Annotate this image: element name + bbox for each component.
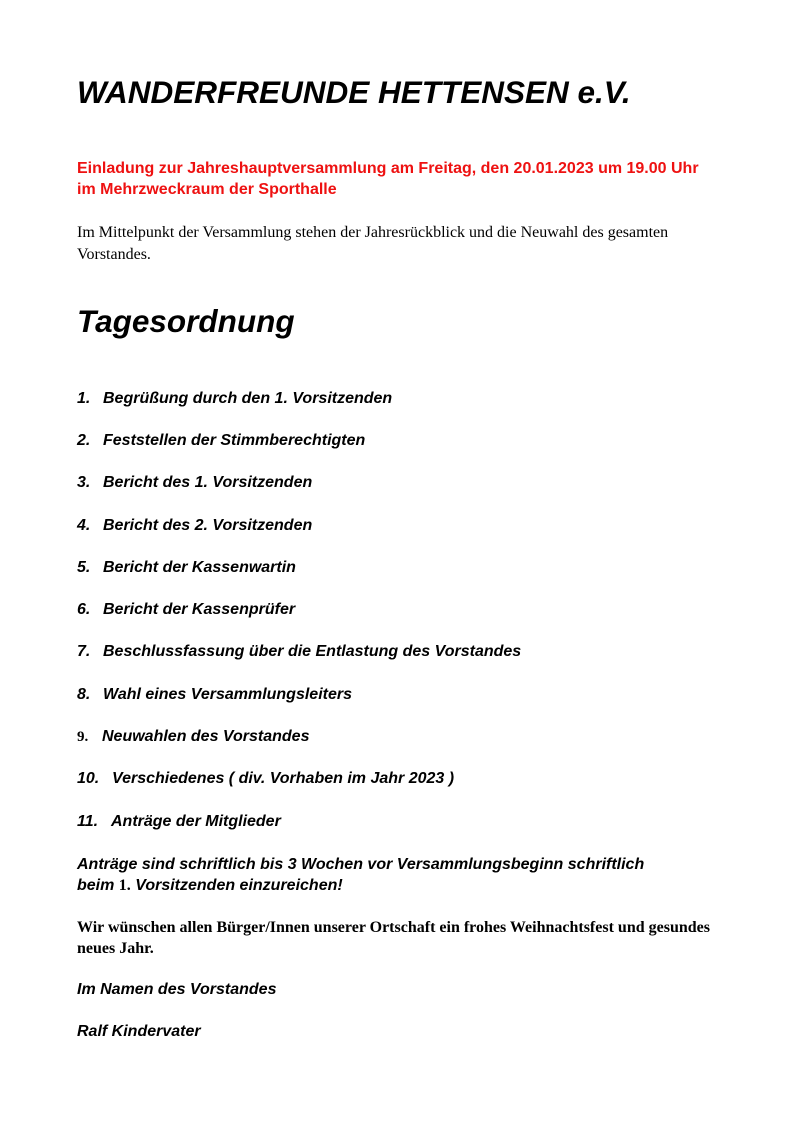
agenda-item [77, 643, 521, 661]
agenda-heading: Tagesordnung [77, 303, 295, 339]
submission-note [77, 854, 727, 896]
invitation-text [77, 158, 727, 200]
signature-intro: Im Namen des Vorstandes [77, 981, 277, 998]
note-suffix: Vorsitzenden einzureichen! [130, 877, 343, 894]
agenda-item-number: 10. [77, 770, 100, 787]
agenda-item [77, 601, 295, 619]
intro-paragraph: Im Mittelpunkt der Versammlung stehen der Jahresrückblick und die Neuwahl des gesamten Vorstandes. [77, 224, 669, 263]
agenda-item-text: Bericht der Kassenwartin [103, 559, 296, 576]
signature-name: Ralf Kindervater [77, 1023, 201, 1040]
agenda-item-number: 1. [77, 390, 91, 407]
club-title: WANDERFREUNDE HETTENSEN e.V. [77, 74, 631, 110]
note-number: 1. [118, 877, 131, 894]
agenda-item-text: Bericht des 2. Vorsitzenden [103, 517, 313, 534]
agenda-item-text: Feststellen der Stimmberechtigten [103, 432, 366, 449]
agenda-item-number: 3. [77, 474, 91, 491]
invitation-line-1: Einladung zur Jahreshauptversammlung am Freitag, den 20.01.2023 um 19.00 Uhr [77, 160, 699, 177]
agenda-item-number: 9. [77, 729, 89, 745]
agenda-item-text: Verschiedenes ( div. Vorhaben im Jahr 2023 ) [112, 770, 455, 787]
agenda-item [77, 432, 365, 450]
note-prefix: beim [77, 877, 119, 894]
agenda-item-text: Wahl eines Versammlungsleiters [103, 686, 352, 703]
agenda-item-number: 7. [77, 643, 91, 660]
agenda-item-number: 8. [77, 686, 91, 703]
agenda-item-text: Begrüßung durch den 1. Vorsitzenden [103, 390, 393, 407]
agenda-item-number: 5. [77, 559, 91, 576]
agenda-item [77, 813, 281, 831]
agenda-item [77, 728, 309, 746]
agenda-item-text: Bericht der Kassenprüfer [103, 601, 296, 618]
holiday-wishes: Wir wünschen allen Bürger/Innen unserer Ortschaft ein frohes Weihnachtsfest und gesundes neues Jahr. [77, 919, 710, 957]
agenda-item-number: 4. [77, 517, 91, 534]
invitation-line-2: im Mehrzweckraum der Sporthalle [77, 181, 337, 198]
agenda-item-text: Bericht des 1. Vorsitzenden [103, 474, 313, 491]
submission-note-line-1: Anträge sind schriftlich bis 3 Wochen vor Versammlungsbeginn schriftlich [77, 856, 645, 873]
agenda-item [77, 474, 312, 492]
agenda-item-text: Anträge der Mitglieder [111, 813, 281, 830]
submission-note-line-2 [77, 875, 727, 896]
agenda-item [77, 770, 454, 788]
agenda-item [77, 517, 312, 535]
agenda-item [77, 559, 296, 577]
agenda-item [77, 390, 392, 408]
agenda-item-number: 11. [77, 813, 99, 830]
agenda-item-text: Beschlussfassung über die Entlastung des Vorstandes [103, 643, 522, 660]
agenda-item [77, 686, 352, 704]
agenda-item-number: 2. [77, 432, 91, 449]
agenda-item-number: 6. [77, 601, 91, 618]
agenda-item-text: Neuwahlen des Vorstandes [102, 728, 310, 745]
